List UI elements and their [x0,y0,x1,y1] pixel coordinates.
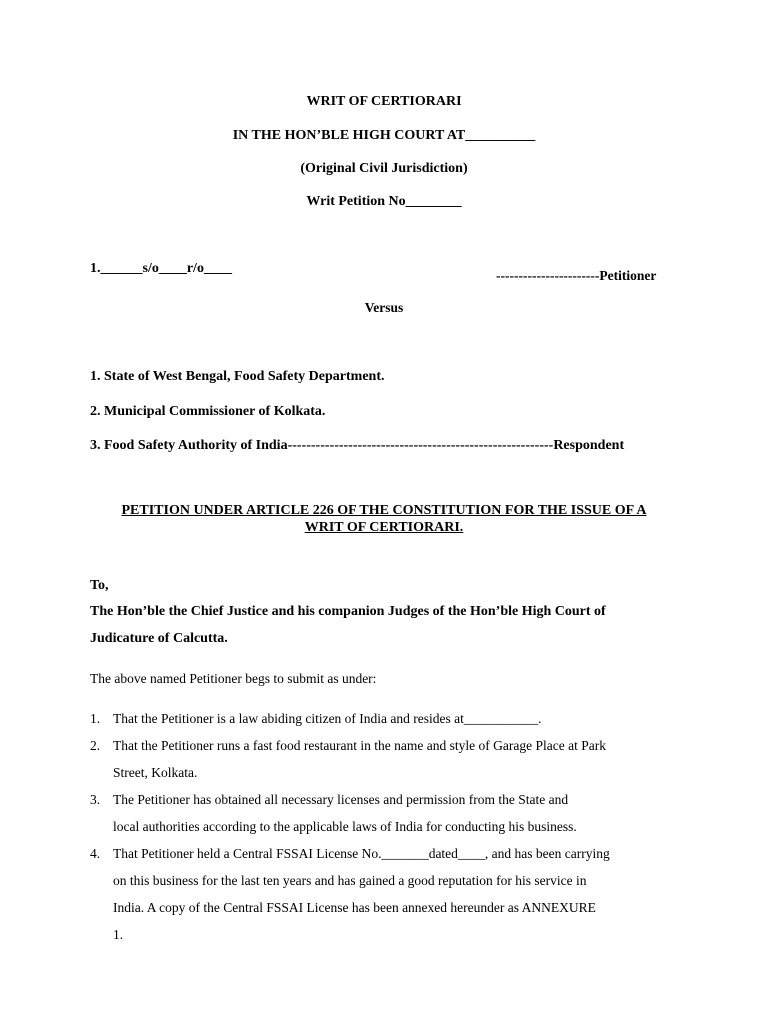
point-1-number: 1. [90,711,101,726]
petition-heading-line-1: PETITION UNDER ARTICLE 226 OF THE CONSTITUTION FOR THE ISSUE OF A [121,503,647,518]
point-3-number: 3. [90,792,101,807]
respondent-3: 3. Food Safety Authority of India---------------------------------------------------------Respondent [90,438,625,453]
point-4-line-2: on this business for the last ten years and has gained a good reputation for his service in [113,873,587,888]
point-2-line-1: That the Petitioner runs a fast food restaurant in the name and style of Garage Place at Park [113,738,606,753]
point-2-line-2: Street, Kolkata. [113,765,198,780]
petitioner-label: -----------------------Petitioner [496,268,657,283]
petitioner-line: 1.______s/o____r/o____ [90,261,232,276]
point-1-line-1: That the Petitioner is a law abiding citizen of India and resides at___________. [113,711,542,726]
point-4-line-1: That Petitioner held a Central FSSAI License No._______dated____, and has been carrying [113,846,610,861]
petition-number-line: Writ Petition No________ [306,194,462,209]
addressee-line-2: Judicature of Calcutta. [90,631,228,646]
jurisdiction-line: (Original Civil Jurisdiction) [300,161,468,176]
document-title: WRIT OF CERTIORARI [306,94,462,109]
intro-text: The above named Petitioner begs to submit as under: [90,671,377,686]
petition-heading-line-2: WRIT OF CERTIORARI. [304,520,464,535]
addressee-to: To, [90,578,109,593]
point-4-number: 4. [90,846,101,861]
respondent-2: 2. Municipal Commissioner of Kolkata. [90,404,326,419]
point-4-line-3: India. A copy of the Central FSSAI License has been annexed hereunder as ANNEXURE [113,900,596,915]
respondent-1: 1. State of West Bengal, Food Safety Department. [90,369,385,384]
point-2-number: 2. [90,738,101,753]
addressee-line-1: The Hon’ble the Chief Justice and his companion Judges of the Hon’ble High Court of [90,604,606,619]
versus-label: Versus [364,300,404,315]
court-line: IN THE HON’BLE HIGH COURT AT__________ [232,128,536,143]
point-4-line-4: 1. [113,927,124,942]
point-3-line-2: local authorities according to the applicable laws of India for conducting his business. [113,819,577,834]
point-3-line-1: The Petitioner has obtained all necessary licenses and permission from the State and [113,792,569,807]
